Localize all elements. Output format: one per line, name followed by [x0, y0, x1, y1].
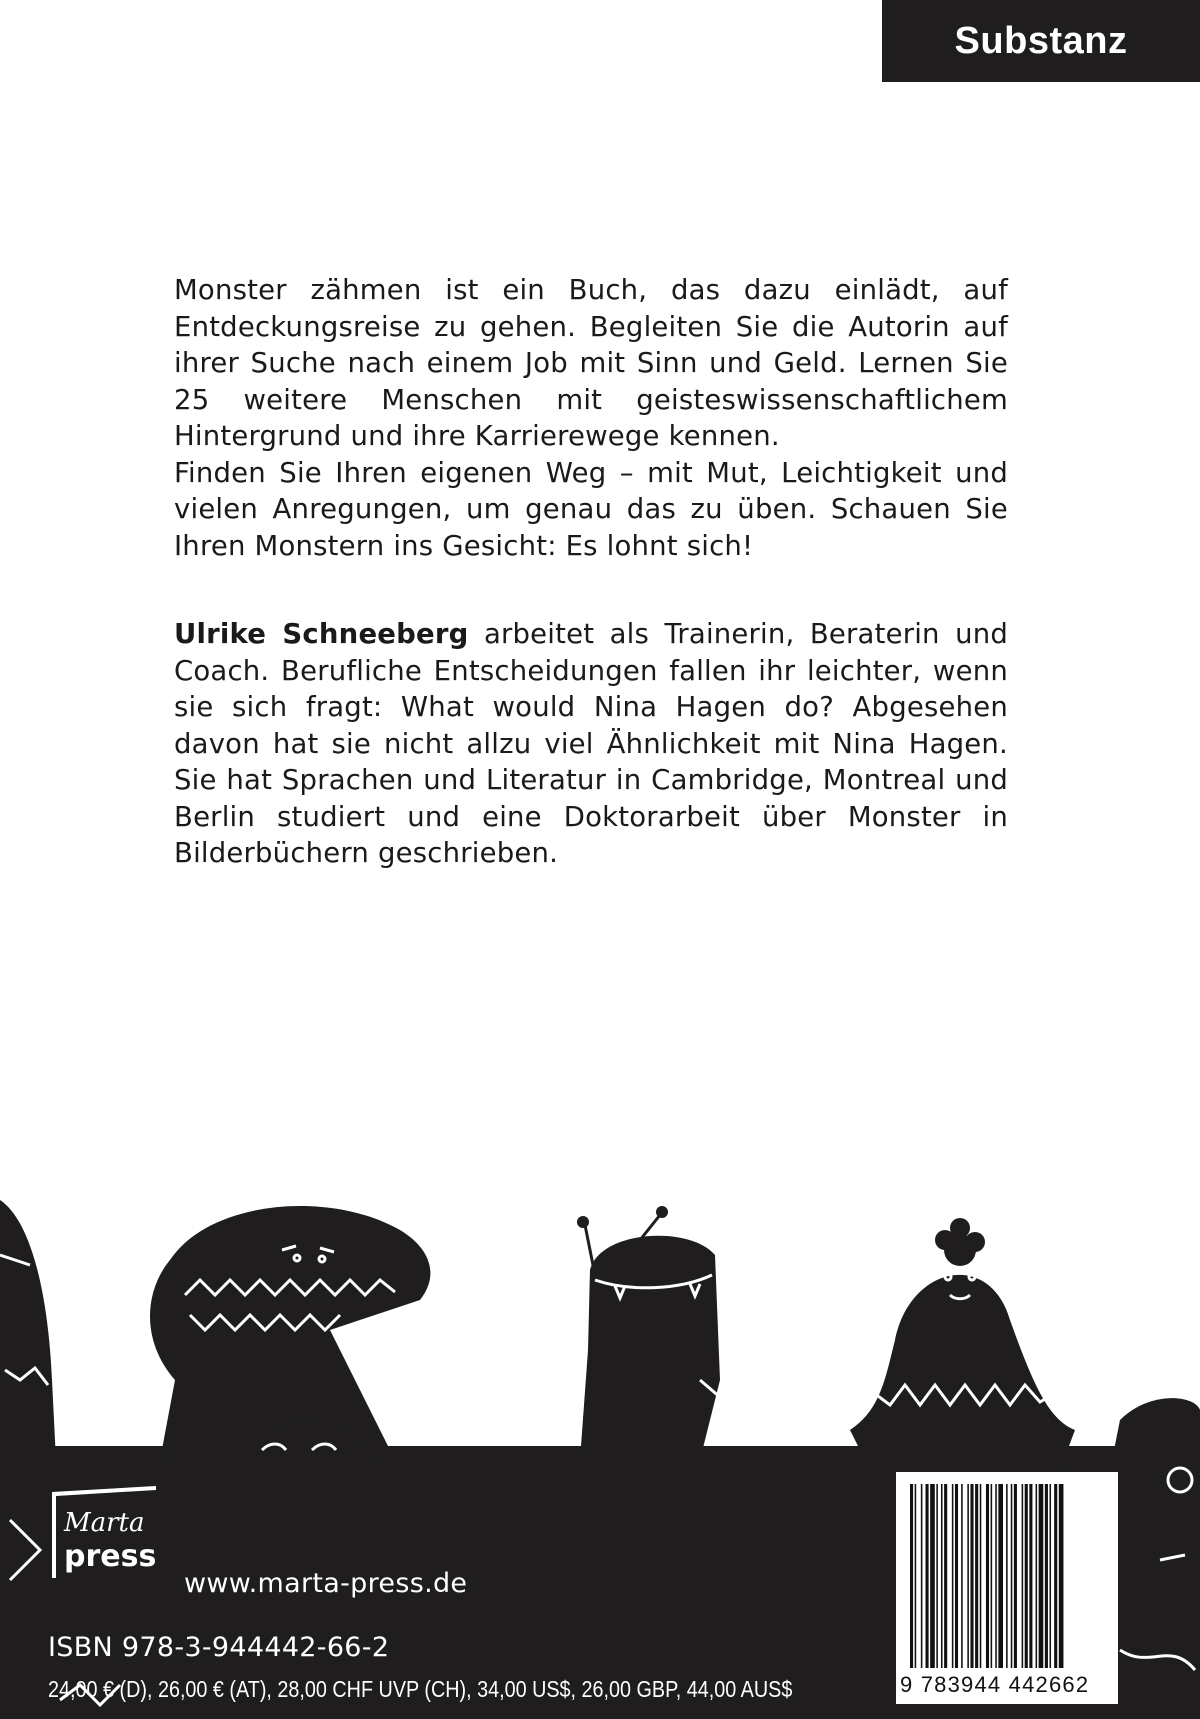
barcode-bar — [995, 1484, 997, 1668]
blurb-paragraph-1: Monster zähmen ist ein Buch, das dazu einlädt, auf Entdeckungsreise zu gehen. Begleiten Sie die Autorin auf ihrer Suche nach einem Job mit Sinn und Geld. Lernen Sie 25 weitere Menschen mit geisteswissenschaftlichem Hintergrund und ihre Karrierewege kennen. — [174, 274, 1008, 452]
barcode-bar — [955, 1484, 958, 1668]
barcode-bar — [980, 1484, 982, 1668]
book-blurb — [174, 272, 1008, 564]
price-list: 24,00 € (D), 26,00 € (AT), 28,00 CHF UVP (CH), 34,00 US$, 26,00 GBP, 44,00 AUS$ — [48, 1676, 793, 1702]
barcode-bar — [975, 1484, 978, 1668]
isbn-number: ISBN 978-3-944442-66-2 — [48, 1632, 390, 1663]
barcode-bar — [986, 1484, 989, 1668]
barcode-bar — [1050, 1484, 1052, 1668]
barcode-bar — [944, 1484, 947, 1668]
barcode-bar — [1006, 1484, 1008, 1668]
barcode-bar — [921, 1484, 923, 1668]
barcode-bar — [915, 1484, 917, 1668]
barcode-bar — [991, 1484, 993, 1668]
barcode-bar — [952, 1484, 954, 1668]
barcode-digits: 9 783944 442662 — [900, 1672, 1090, 1697]
publisher-logo — [48, 1486, 160, 1582]
author-bio-text: arbeitet als Trainerin, Beraterin und Coach. Berufliche Entscheidungen fallen ihr leichter, wenn sie sich fragt: What would Nina Hagen do? Abgesehen davon hat sie nicht allzu viel Ähnlichkeit mit Nina Hagen. Sie hat Sprachen und Literatur in Cambridge, Montreal und Berlin studiert und eine Doktorarbeit über Monster in Bilderbüchern geschrieben. — [174, 618, 1009, 869]
barcode-bar — [1054, 1484, 1057, 1668]
blurb-paragraph-2: Finden Sie Ihren eigenen Weg – mit Mut, Leichtigkeit und vielen Anregungen, um genau das zu üben. Schauen Sie Ihren Monstern ins Gesicht: Es lohnt sich! — [174, 456, 1008, 562]
barcode-bar — [998, 1484, 1003, 1668]
barcode-bar — [910, 1484, 913, 1668]
barcode — [896, 1472, 1118, 1704]
barcode-bar — [1045, 1484, 1048, 1668]
barcode-bar — [970, 1484, 973, 1668]
barcode-bar — [967, 1484, 969, 1668]
publisher-website: www.marta-press.de — [184, 1568, 468, 1599]
barcode-bar — [1039, 1484, 1044, 1668]
logo-line-1: Marta — [64, 1508, 145, 1538]
series-label — [882, 0, 1200, 82]
barcode-bar — [926, 1484, 929, 1668]
barcode-bar — [1059, 1484, 1064, 1668]
barcode-bar — [1025, 1484, 1028, 1668]
barcode-bar — [930, 1484, 935, 1668]
series-label-text: Substanz — [954, 19, 1128, 62]
barcode-bar — [941, 1484, 943, 1668]
logo-line-2: press — [64, 1539, 157, 1574]
author-bio — [174, 616, 1008, 872]
barcode-bar — [1029, 1484, 1032, 1668]
barcode-bar — [1014, 1484, 1017, 1668]
barcode-bars — [906, 1484, 1108, 1668]
barcode-bar — [1011, 1484, 1013, 1668]
barcode-bar — [936, 1484, 938, 1668]
barcode-bar — [1036, 1484, 1038, 1668]
author-name: Ulrike Schneeberg — [174, 618, 469, 650]
barcode-bar — [961, 1484, 963, 1668]
barcode-bar — [1022, 1484, 1024, 1668]
